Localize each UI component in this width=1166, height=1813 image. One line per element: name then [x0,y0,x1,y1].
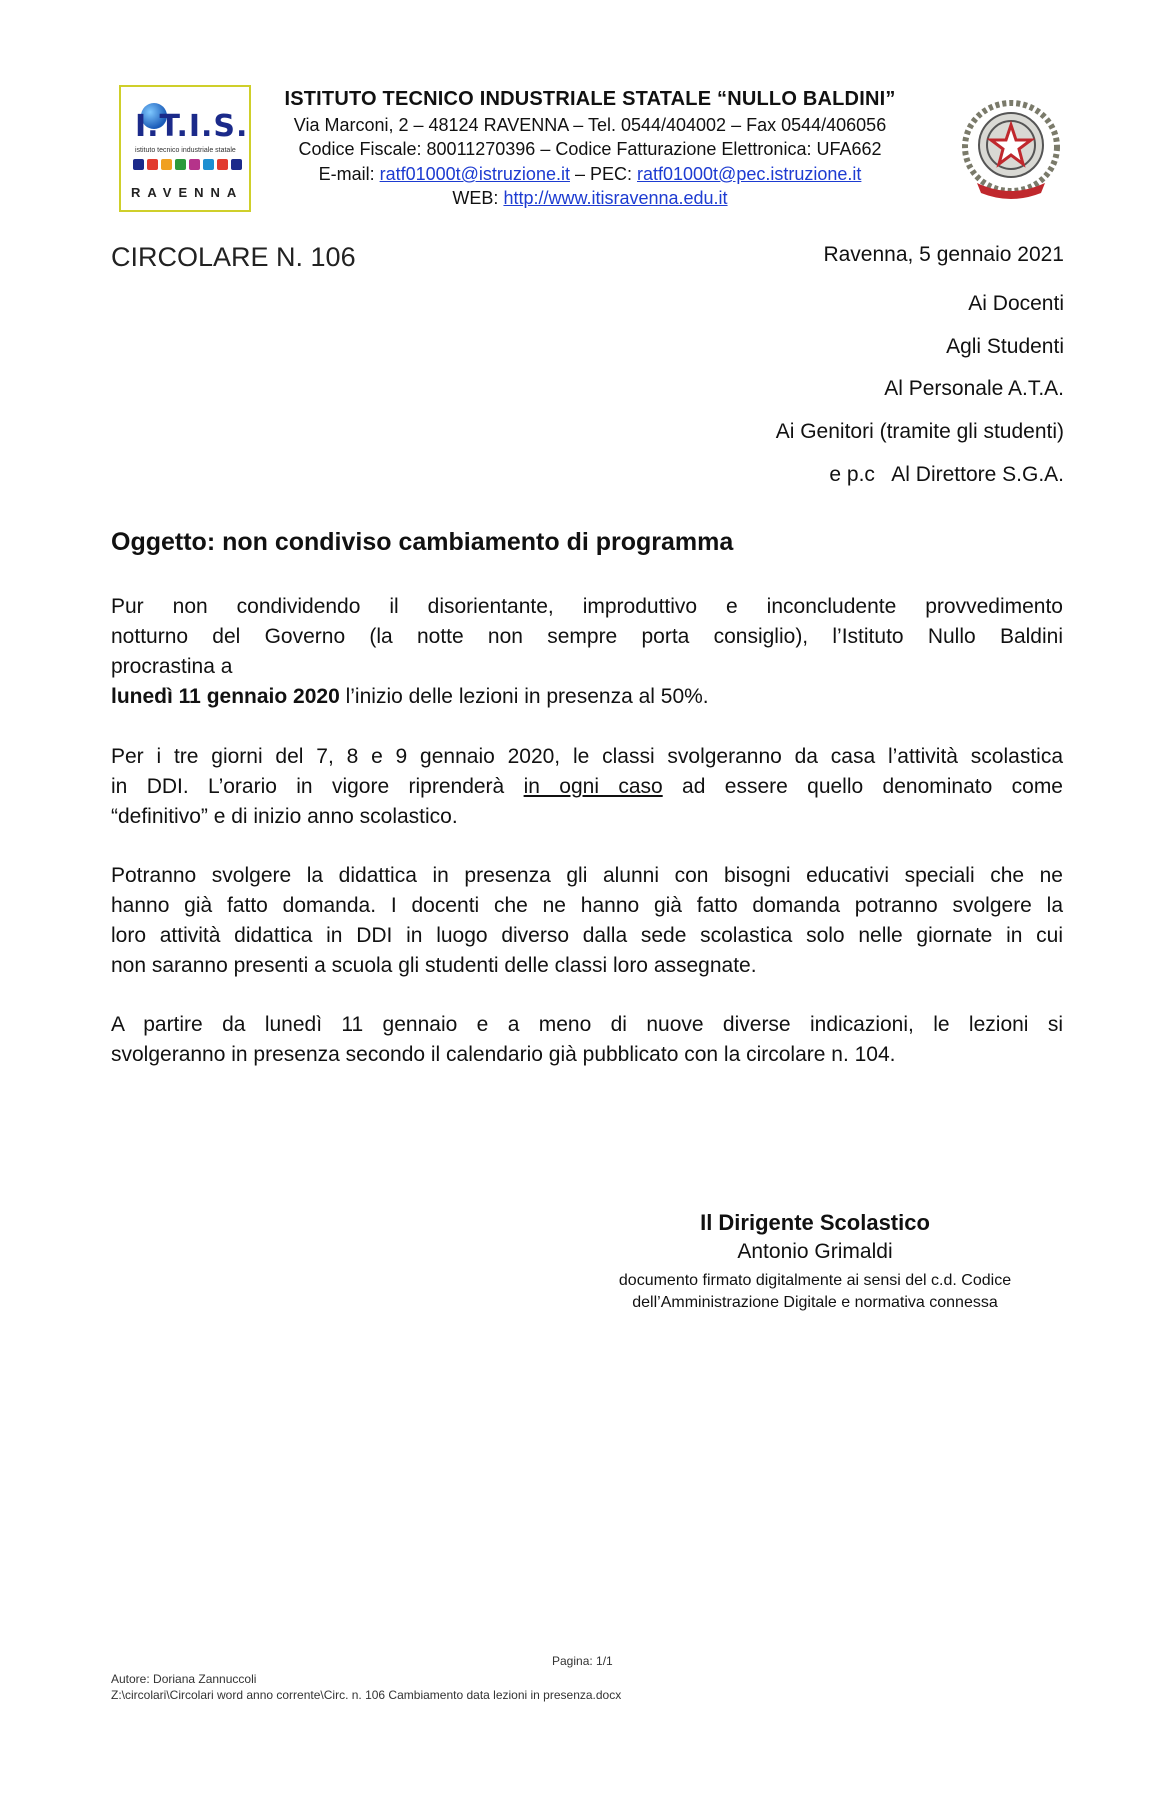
logo-subtitle: istituto tecnico industriale statale [135,147,236,154]
paragraph-1 [111,592,1063,712]
signature-note-line: documento firmato digitalmente ai sensi del c.d. Codice [618,1272,1012,1289]
pec-link[interactable]: ratf01000t@pec.istruzione.it [637,164,862,184]
logo-icons [133,159,242,170]
recipient: Al Personale A.T.A. [884,377,1064,400]
paragraph-line: loro attività didattica in DDI in luogo diverso dalla sede scolastica solo nelle giornate in cui [111,924,1063,947]
recipient: Ai Genitori (tramite gli studenti) [775,420,1064,443]
recipient: e p.c Al Direttore S.G.A. [829,463,1064,486]
paragraph-line: A partire da lunedì 11 gennaio e a meno di nuove diverse indicazioni, le lezioni si [111,1013,1063,1036]
pec-label: – PEC: [569,164,637,184]
email-line [230,162,950,186]
institute-name: ISTITUTO TECNICO INDUSTRIALE STATALE “NULLO BALDINI” [284,88,896,110]
paragraph-2 [111,742,1063,832]
web-line [230,186,950,210]
circular-number: CIRCOLARE N. 106 [111,242,356,272]
paragraph-line: Potranno svolgere la didattica in presenza gli alunni con bisogni educativi speciali che ne [111,864,1063,887]
recipient: Agli Studenti [946,335,1064,358]
paragraph-line: hanno già fatto domanda. I docenti che ne hanno già fatto domanda potranno svolgere la [111,894,1063,917]
page-number: Pagina: 1/1 [552,1654,613,1668]
paragraph-line: procrastina a [111,655,233,678]
paragraph-line: svolgeranno in presenza secondo il calendario già pubblicato con la circolare n. 104. [111,1043,896,1066]
paragraph-line: Pur non condividendo il disorientante, improduttivo e inconcludente provvedimento [111,595,1063,618]
paragraph-line [111,682,1063,712]
paragraph-text: in DDI. L’orario in vigore riprenderà [111,775,524,798]
paragraph-line [111,772,1063,802]
document-date: Ravenna, 5 gennaio 2021 [823,243,1064,266]
paragraph-text: l’inizio delle lezioni in presenza al 50%. [339,685,709,708]
email-label: E-mail: [318,164,380,184]
web-link[interactable]: http://www.itisravenna.edu.it [503,188,728,208]
footer-author: Autore: Doriana Zannuccoli [111,1672,257,1686]
underlined-text: in ogni caso [523,775,663,798]
logo-text: I.T.I.S. [135,109,249,144]
paragraph-4 [111,1010,1063,1070]
signature-note-line: dell’Amministrazione Digitale e normativa connessa [632,1294,998,1311]
paragraph-line: notturno del Governo (la notte non sempre porta consiglio), l’Istituto Nullo Baldini [111,625,1063,648]
signature-role: Il Dirigente Scolastico [700,1210,930,1235]
paragraph-line: Per i tre giorni del 7, 8 e 9 gennaio 2020, le classi svolgeranno da casa l’attività scolastica [111,745,1063,768]
footer-path: Z:\circolari\Circolari word anno corrente\Circ. n. 106 Cambiamento data lezioni in presenza.docx [111,1688,622,1702]
paragraph-line: “definitivo” e di inizio anno scolastico. [111,805,458,828]
recipient: Ai Docenti [968,292,1064,315]
paragraph-line: non saranno presenti a scuola gli studenti delle classi loro assegnate. [111,954,757,977]
paragraph-text: ad essere quello denominato come [662,775,1063,798]
email-link[interactable]: ratf01000t@istruzione.it [379,164,570,184]
fiscal-line: Codice Fiscale: 80011270396 – Codice Fatturazione Elettronica: UFA662 [298,139,882,159]
signature-name: Antonio Grimaldi [737,1240,893,1263]
paragraph-3 [111,861,1063,981]
web-label: WEB: [452,188,504,208]
republic-emblem-icon [957,95,1065,207]
signature-note [565,1270,1065,1314]
subject: Oggetto: non condiviso cambiamento di programma [111,528,734,556]
address-line: Via Marconi, 2 – 48124 RAVENNA – Tel. 0544/404002 – Fax 0544/406056 [293,115,887,135]
bold-date: lunedì 11 gennaio 2020 [111,685,340,708]
logo-city: RAVENNA [131,185,244,200]
